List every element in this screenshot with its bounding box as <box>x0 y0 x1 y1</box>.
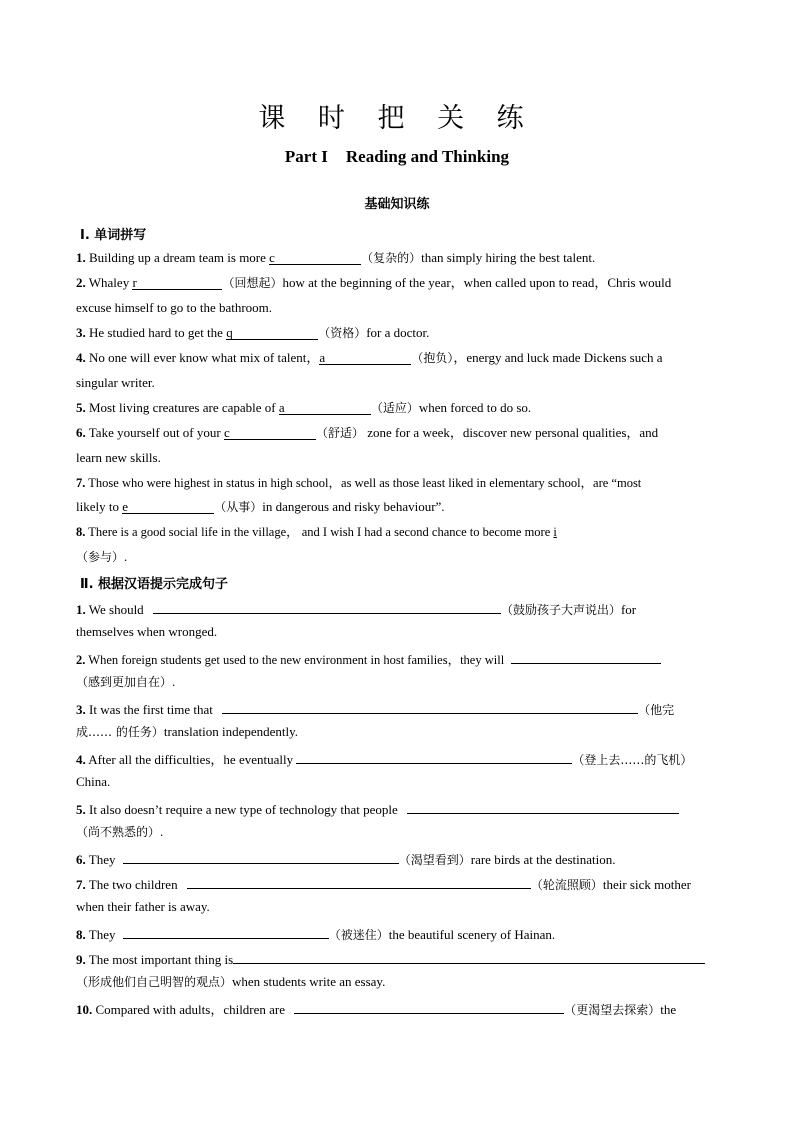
section-heading: 基础知识练 <box>364 197 430 212</box>
item-text: Take yourself out of your <box>88 425 224 440</box>
chinese-hint: （适应） <box>370 401 419 415</box>
section1-label: Ⅰ. 单词拼写 <box>80 228 147 243</box>
item-text: Most living creatures are capable of <box>89 400 279 415</box>
s2-item-1-cont <box>76 624 721 640</box>
answer-blank[interactable] <box>226 325 318 340</box>
s2-item-2-cont <box>76 674 721 690</box>
item-text: the <box>660 1002 677 1017</box>
item-text: rare birds at the destination. <box>470 852 616 867</box>
chinese-hint: （轮流照顾） <box>530 878 603 892</box>
item-text: when their father is away. <box>76 899 210 914</box>
item-text: learn new skills. <box>76 450 161 465</box>
item-text: We should <box>88 602 147 617</box>
chinese-hint: （鼓励孩子大声说出） <box>500 603 621 617</box>
chinese-hint: （从事） <box>214 500 263 514</box>
item-number: 3. <box>76 325 86 340</box>
answer-blank[interactable] <box>132 275 222 290</box>
item-text: . <box>172 674 176 689</box>
s1-item-6-cont <box>76 450 721 466</box>
item-text: Building up a dream team is more <box>89 250 270 265</box>
item-number: 8. <box>76 927 86 942</box>
item-text: for <box>620 602 637 617</box>
item-text: zone for a week，discover new personal qualities，and <box>363 425 659 440</box>
chinese-hint: （登上去……的飞机） <box>572 753 693 767</box>
item-number: 4. <box>76 752 86 767</box>
first-letter: q <box>226 325 233 340</box>
item-text: in dangerous and risky behaviour”. <box>262 499 445 514</box>
section2-label: Ⅱ. 根据汉语提示完成句子 <box>80 577 229 592</box>
s1-item-2-cont <box>76 300 721 316</box>
chinese-hint: （资格） <box>318 326 367 340</box>
answer-blank[interactable] <box>187 874 531 889</box>
s1-item-6 <box>76 425 721 441</box>
s2-item-7-cont <box>76 899 721 915</box>
item-number: 5. <box>76 400 86 415</box>
s2-item-1 <box>76 599 721 618</box>
item-text: . <box>160 824 164 839</box>
answer-blank[interactable] <box>296 749 572 764</box>
part-subtitle <box>0 147 794 167</box>
item-text: They <box>88 852 119 867</box>
first-letter: c <box>269 250 275 265</box>
item-text: They <box>88 927 119 942</box>
first-letter: a <box>319 350 326 365</box>
part-name: Reading and Thinking <box>345 147 510 166</box>
answer-blank[interactable] <box>123 924 329 939</box>
s1-item-8 <box>76 524 721 540</box>
s1-item-1 <box>76 250 721 266</box>
item-text: Those who were highest in status in high school，as well as those least liked in elementary school，are “most <box>88 476 642 490</box>
s2-item-4-cont <box>76 774 721 790</box>
s2-item-10 <box>76 999 721 1018</box>
chinese-hint: （形成他们自己明智的观点） <box>76 975 233 989</box>
chinese-hint: （渴望看到） <box>398 853 471 867</box>
s2-item-9 <box>76 949 721 968</box>
chinese-hint: （被迷住） <box>328 928 389 942</box>
item-text: singular writer. <box>76 375 155 390</box>
first-letter: r <box>132 275 137 290</box>
chinese-hint: （更渴望去探索） <box>564 1003 661 1017</box>
item-number: 8. <box>76 525 86 539</box>
page-title: 课 时 把 关 练 <box>258 103 536 134</box>
item-text: how at the beginning of the year，when called upon to read，Chris would <box>282 275 672 290</box>
item-text: their sick mother <box>602 877 691 892</box>
s1-item-5 <box>76 400 721 416</box>
item-text: It was the first time that <box>89 702 217 717</box>
s1-item-2 <box>76 275 721 291</box>
s1-item-8-cont <box>76 549 721 565</box>
item-number: 6. <box>76 425 86 440</box>
item-number: 7. <box>76 877 86 892</box>
chinese-hint: （复杂的） <box>361 251 422 265</box>
answer-blank[interactable] <box>269 250 361 265</box>
item-text: No one will ever know what mix of talent， <box>89 350 320 365</box>
s2-item-3-cont <box>76 724 721 740</box>
s2-item-6 <box>76 849 721 868</box>
item-text: than simply hiring the best talent. <box>421 250 596 265</box>
chinese-hint: （抱负） <box>411 351 454 365</box>
item-text: He studied hard to get the <box>89 325 227 340</box>
item-number: 2. <box>76 653 86 667</box>
item-text: when forced to do so. <box>418 400 532 415</box>
chinese-hint: （尚不熟悉的） <box>76 825 161 839</box>
answer-blank[interactable] <box>123 849 399 864</box>
item-text: for a doctor. <box>366 325 430 340</box>
answer-blank[interactable] <box>222 699 638 714</box>
chinese-hint: （舒适） <box>315 426 364 440</box>
first-letter[interactable]: i <box>553 525 557 539</box>
s2-item-2 <box>76 649 721 668</box>
item-text: ，energy and luck made Dickens such a <box>453 350 663 365</box>
item-text: China. <box>76 774 111 789</box>
s1-item-4 <box>76 350 721 366</box>
s1-item-3 <box>76 325 721 341</box>
item-text: Compared with adults，children are <box>95 1002 289 1017</box>
s2-item-5 <box>76 799 721 818</box>
answer-blank[interactable] <box>153 599 501 614</box>
item-text: when students write an essay. <box>232 974 386 989</box>
answer-blank[interactable] <box>407 799 679 814</box>
chinese-hint: （回想起） <box>222 276 283 290</box>
s1-item-4-cont <box>76 375 721 391</box>
item-text: When foreign students get used to the new environment in host families，they will <box>88 653 508 667</box>
chinese-hint: 成…… 的任务） <box>76 725 164 739</box>
answer-blank[interactable] <box>511 649 661 664</box>
s1-item-7 <box>76 475 721 491</box>
item-text: The most important thing is <box>88 952 234 967</box>
item-number: 2. <box>76 275 86 290</box>
item-text: The two children <box>88 877 181 892</box>
part-number: Part I <box>284 147 328 166</box>
item-number: 1. <box>76 250 86 265</box>
item-text: There is a good social life in the village， and I wish I had a second chance to become more <box>88 525 554 539</box>
s2-item-7 <box>76 874 721 893</box>
chinese-hint: （参与） <box>76 550 125 564</box>
item-number: 3. <box>76 702 86 717</box>
item-number: 1. <box>76 602 86 617</box>
first-letter: e <box>122 499 128 514</box>
item-text: the beautiful scenery of Hainan. <box>388 927 556 942</box>
item-text: It also doesn’t require a new type of technology that people <box>89 802 402 817</box>
answer-blank[interactable] <box>279 400 371 415</box>
chinese-hint: （感到更加自在） <box>76 675 173 689</box>
first-letter: a <box>278 400 285 415</box>
item-text: After all the difficulties，he eventually <box>88 752 297 767</box>
answer-blank[interactable] <box>122 499 214 514</box>
item-text: excuse himself to go to the bathroom. <box>76 300 273 315</box>
item-number: 10. <box>76 1002 93 1017</box>
item-number: 9. <box>76 952 86 967</box>
first-letter: c <box>223 425 230 440</box>
item-number: 5. <box>76 802 86 817</box>
s2-item-4 <box>76 749 721 768</box>
s2-item-3 <box>76 699 721 718</box>
answer-blank[interactable] <box>224 425 316 440</box>
answer-blank[interactable] <box>233 949 705 964</box>
item-number: 7. <box>76 476 86 490</box>
answer-blank[interactable] <box>294 999 564 1014</box>
item-text: Whaley <box>88 275 133 290</box>
s2-item-8 <box>76 924 721 943</box>
item-number: 6. <box>76 852 86 867</box>
item-text: themselves when wronged. <box>76 624 218 639</box>
s2-item-9-cont <box>76 974 721 990</box>
item-number: 4. <box>76 350 86 365</box>
answer-blank[interactable] <box>319 350 411 365</box>
s1-item-7-cont <box>76 499 721 515</box>
item-text: translation independently. <box>163 724 299 739</box>
item-text: . <box>124 549 128 564</box>
chinese-hint: （他完 <box>638 703 675 717</box>
item-text: likely to <box>76 499 123 514</box>
s2-item-5-cont <box>76 824 721 840</box>
